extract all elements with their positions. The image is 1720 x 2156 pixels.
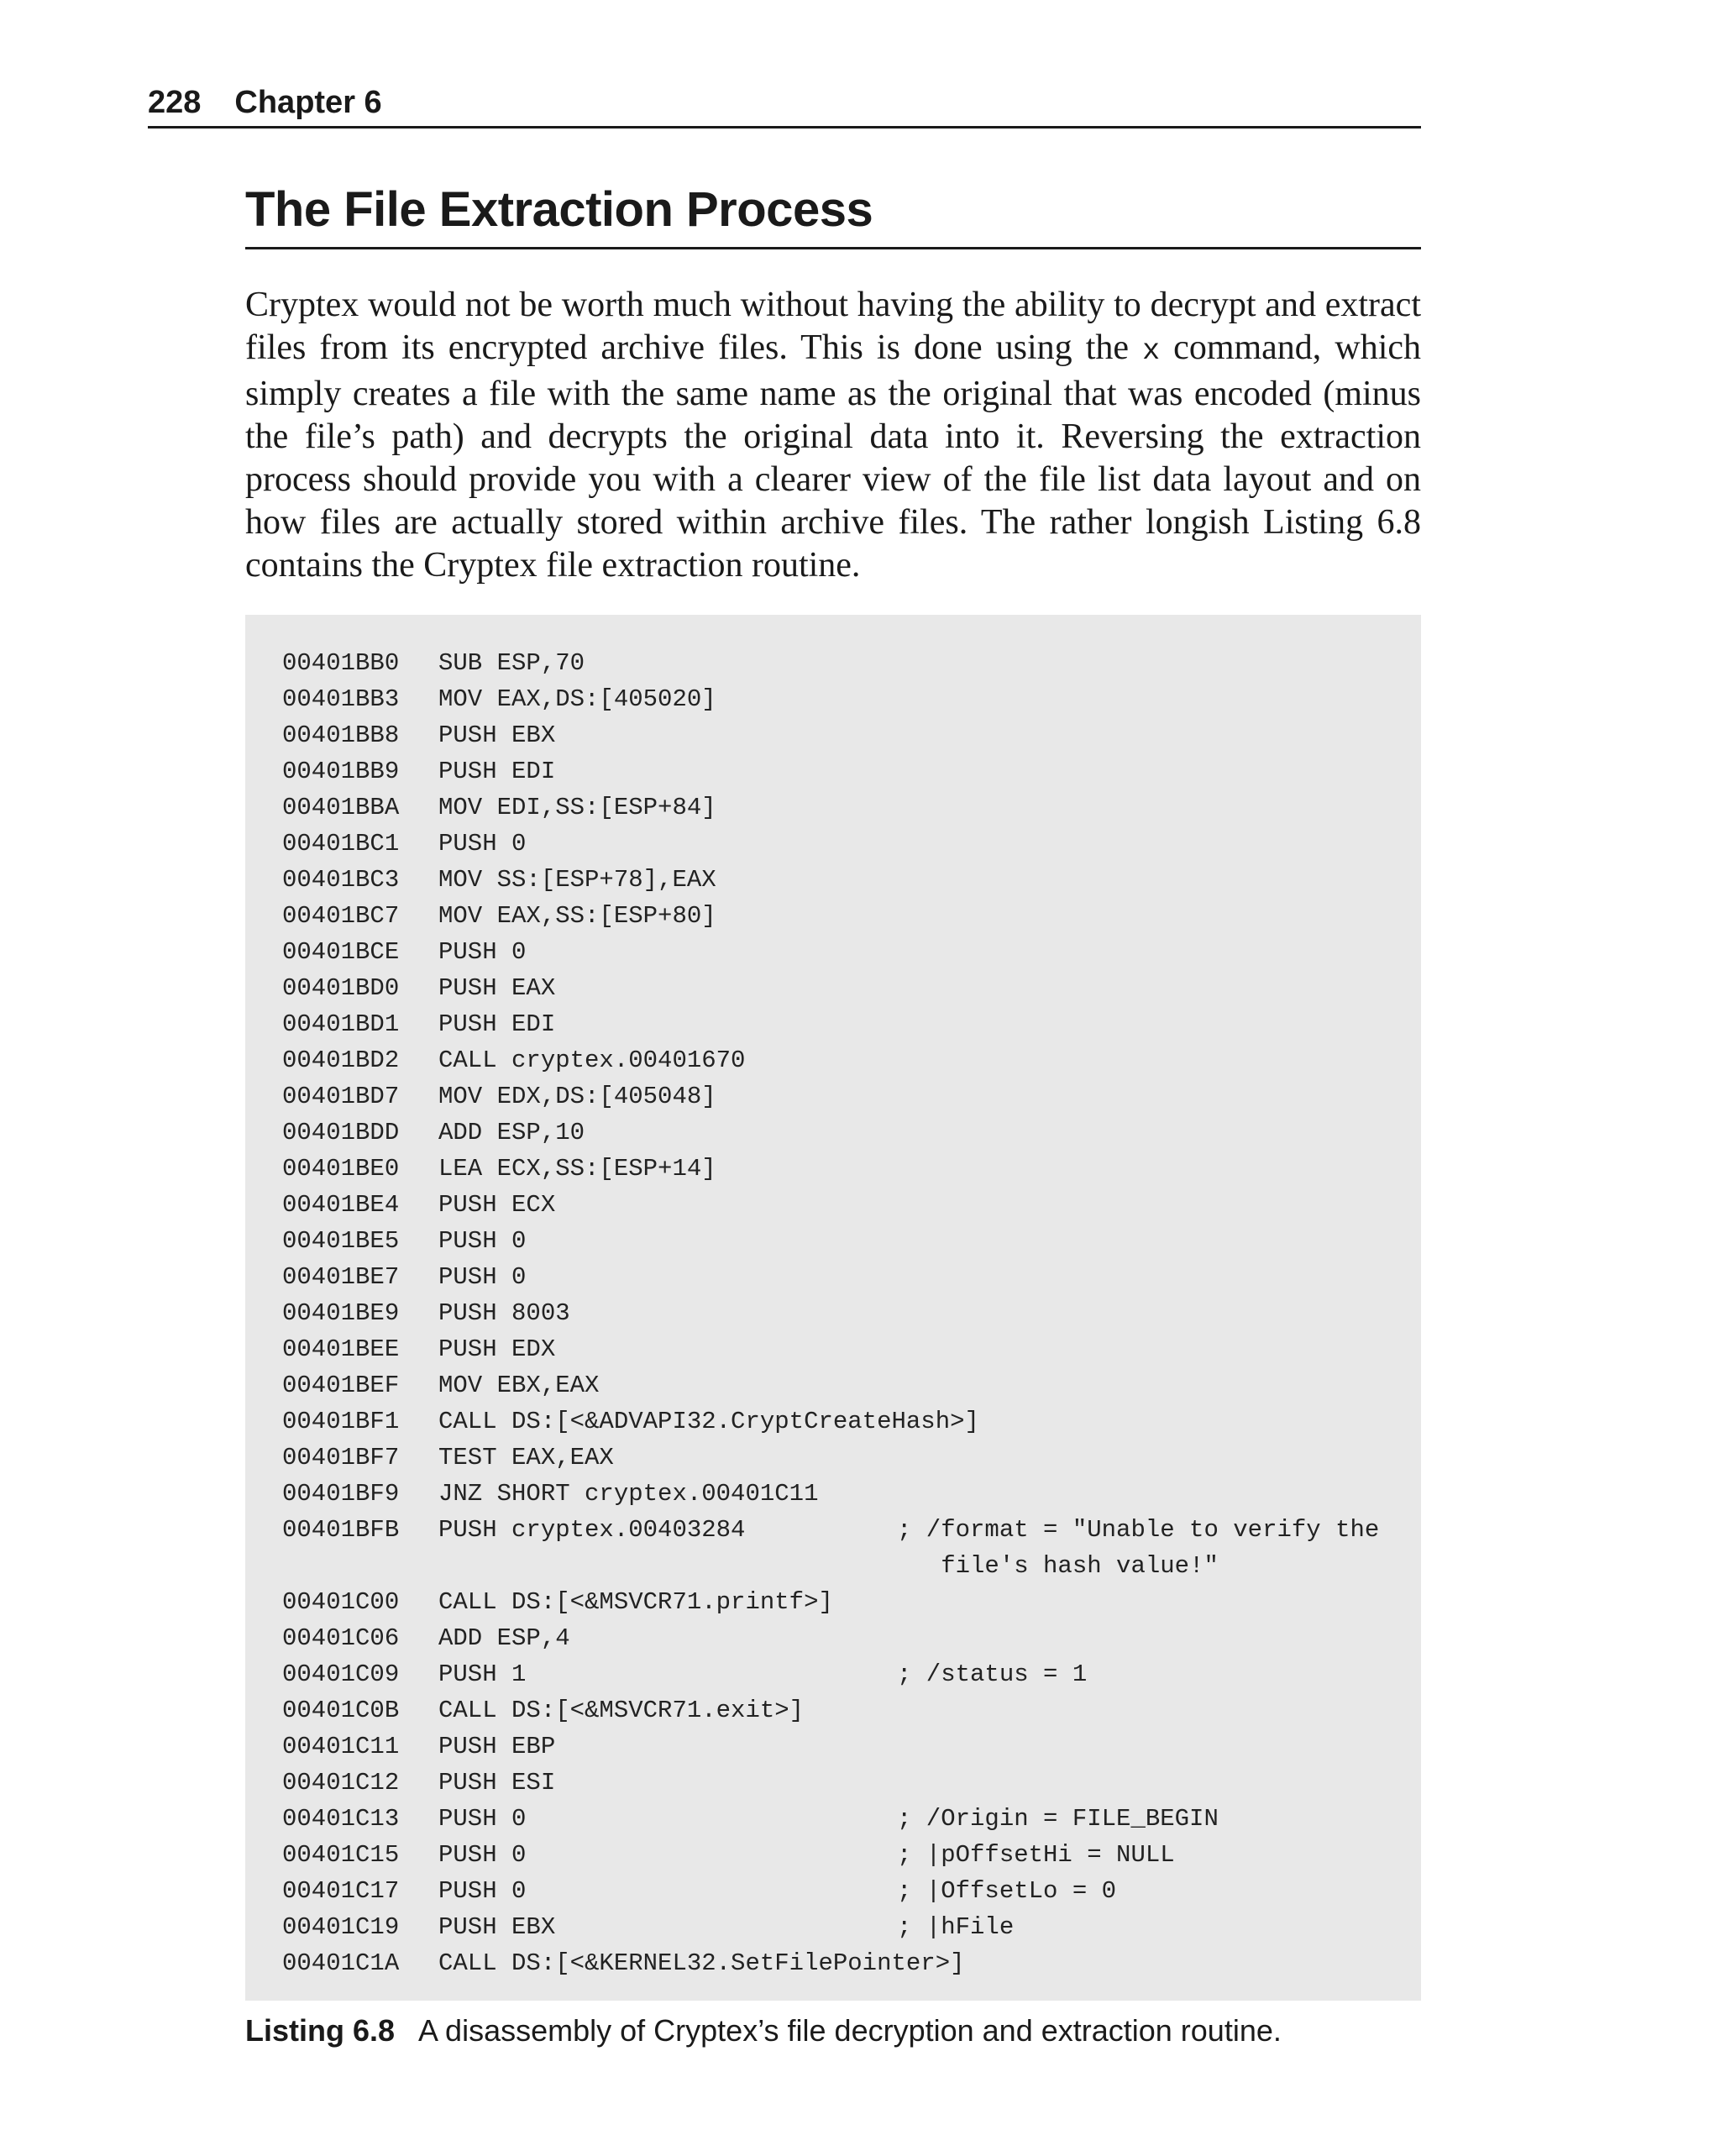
instruction-address: 00401BE9	[282, 1299, 400, 1327]
chapter-label: Chapter 6	[234, 85, 382, 120]
instruction-text: PUSH EDI	[438, 758, 556, 785]
listing-rows	[282, 645, 1379, 1981]
section-title: The File Extraction Process	[245, 176, 1421, 249]
instruction-text: CALL DS:[<&ADVAPI32.CryptCreateHash>]	[438, 1408, 979, 1435]
listing-row	[282, 1440, 1379, 1476]
instruction-text: PUSH EDX	[438, 1335, 556, 1363]
body-paragraph	[245, 284, 1421, 587]
instruction-address: 00401C06	[282, 1624, 400, 1652]
instruction-text: MOV EAX,DS:[405020]	[438, 685, 716, 713]
listing-row	[282, 1295, 1379, 1331]
listing-row	[282, 1187, 1379, 1223]
instruction-comment: ; |pOffsetHi = NULL	[897, 1841, 1175, 1869]
instruction-text: PUSH cryptex.00403284	[438, 1516, 746, 1544]
instruction-address: 00401BBA	[282, 794, 400, 821]
instruction-text: PUSH 0	[438, 938, 527, 966]
caption-text: A disassembly of Cryptex’s file decryption and extraction routine.	[418, 2013, 1282, 2048]
instruction-text: PUSH ECX	[438, 1191, 556, 1219]
listing-row	[282, 1367, 1379, 1403]
instruction-address: 00401BB3	[282, 685, 400, 713]
instruction-address: 00401C09	[282, 1660, 400, 1688]
instruction-text: LEA ECX,SS:[ESP+14]	[438, 1155, 716, 1183]
instruction-address: 00401BF7	[282, 1444, 400, 1471]
instruction-address: 00401BD1	[282, 1010, 400, 1038]
listing-row	[282, 1584, 1379, 1620]
listing-row	[282, 1006, 1379, 1042]
instruction-text: PUSH EBP	[438, 1733, 556, 1760]
listing-row	[282, 898, 1379, 934]
listing-row	[282, 1909, 1379, 1945]
listing-row	[282, 1476, 1379, 1512]
instruction-text: TEST EAX,EAX	[438, 1444, 614, 1471]
listing-row	[282, 789, 1379, 826]
listing-row	[282, 1115, 1379, 1151]
listing-row	[282, 1765, 1379, 1801]
instruction-address: 00401BCE	[282, 938, 400, 966]
instruction-text: PUSH ESI	[438, 1769, 556, 1797]
listing-row	[282, 1620, 1379, 1656]
listing-caption	[245, 2011, 1421, 2051]
instruction-address: 00401BD0	[282, 974, 400, 1002]
code-listing	[245, 615, 1421, 2001]
listing-continuation-row	[282, 1548, 1379, 1584]
instruction-address: 00401C15	[282, 1841, 400, 1869]
instruction-comment: ; |OffsetLo = 0	[897, 1877, 1117, 1905]
listing-row	[282, 1692, 1379, 1728]
instruction-text: CALL DS:[<&MSVCR71.exit>]	[438, 1697, 805, 1724]
listing-row	[282, 1151, 1379, 1187]
instruction-address: 00401C17	[282, 1877, 400, 1905]
listing-row	[282, 1873, 1379, 1909]
instruction-address: 00401C0B	[282, 1697, 400, 1724]
instruction-text: CALL DS:[<&MSVCR71.printf>]	[438, 1588, 833, 1616]
instruction-address: 00401BE7	[282, 1263, 400, 1291]
listing-row	[282, 681, 1379, 717]
instruction-comment: ; |hFile	[897, 1913, 1015, 1941]
running-head	[148, 81, 1421, 129]
listing-row	[282, 826, 1379, 862]
instruction-address: 00401BEE	[282, 1335, 400, 1363]
instruction-address: 00401C19	[282, 1913, 400, 1941]
instruction-text: ADD ESP,10	[438, 1119, 585, 1146]
paragraph-text-1: Cryptex would not be worth much without having the ability to decrypt and extract files from its encrypted archive files. This is done using the	[245, 286, 1421, 367]
listing-row	[282, 934, 1379, 970]
listing-row	[282, 645, 1379, 681]
instruction-address: 00401C00	[282, 1588, 400, 1616]
instruction-text: PUSH 8003	[438, 1299, 570, 1327]
instruction-address: 00401C13	[282, 1805, 400, 1833]
instruction-address: 00401BF9	[282, 1480, 400, 1508]
instruction-address: 00401C1A	[282, 1949, 400, 1977]
listing-row	[282, 1331, 1379, 1367]
listing-row	[282, 1042, 1379, 1078]
instruction-text: ADD ESP,4	[438, 1624, 570, 1652]
listing-row	[282, 1259, 1379, 1295]
instruction-address: 00401BE0	[282, 1155, 400, 1183]
instruction-text: PUSH 0	[438, 1841, 527, 1869]
instruction-address: 00401BE4	[282, 1191, 400, 1219]
listing-row	[282, 1078, 1379, 1115]
instruction-text: PUSH 1	[438, 1660, 527, 1688]
instruction-text: PUSH 0	[438, 1877, 527, 1905]
instruction-text: PUSH 0	[438, 1263, 527, 1291]
instruction-address: 00401BB0	[282, 649, 400, 677]
listing-row	[282, 753, 1379, 789]
listing-row	[282, 1801, 1379, 1837]
paragraph-text-2: command, which simply creates a file with the same name as the original that was encoded (minus the file’s path) and decrypts the original data into it. Reversing the extraction process should provide you with a clearer view of the file list data layout and on how files are actually stored within archive files. The rather longish Listing 6.8 contains the Cryptex file extraction routine.	[245, 328, 1421, 585]
instruction-text: MOV EAX,SS:[ESP+80]	[438, 902, 716, 930]
instruction-text	[438, 1548, 897, 1584]
instruction-address: 00401BC3	[282, 866, 400, 894]
instruction-text: PUSH 0	[438, 830, 527, 858]
listing-row	[282, 717, 1379, 753]
instruction-address: 00401BB9	[282, 758, 400, 785]
listing-row	[282, 1512, 1379, 1548]
page-number: 228	[148, 85, 202, 120]
instruction-text: SUB ESP,70	[438, 649, 585, 677]
caption-label: Listing 6.8	[245, 2013, 396, 2048]
listing-row	[282, 862, 1379, 898]
instruction-address: 00401BE5	[282, 1227, 400, 1255]
listing-row	[282, 1403, 1379, 1440]
instruction-address: 00401BB8	[282, 721, 400, 749]
instruction-text: PUSH EBX	[438, 1913, 556, 1941]
instruction-address: 00401BDD	[282, 1119, 400, 1146]
inline-code: x	[1142, 334, 1161, 368]
instruction-text: CALL DS:[<&KERNEL32.SetFilePointer>]	[438, 1949, 965, 1977]
instruction-comment: ; /Origin = FILE_BEGIN	[897, 1805, 1219, 1833]
instruction-comment: ; /format = "Unable to verify the	[897, 1516, 1380, 1544]
instruction-text: MOV EDX,DS:[405048]	[438, 1083, 716, 1110]
instruction-address: 00401BC7	[282, 902, 400, 930]
instruction-comment: file's hash value!"	[897, 1552, 1219, 1580]
instruction-address: 00401BD2	[282, 1047, 400, 1074]
instruction-text: CALL cryptex.00401670	[438, 1047, 746, 1074]
instruction-comment: ; /status = 1	[897, 1660, 1088, 1688]
listing-row	[282, 1837, 1379, 1873]
listing-row	[282, 1223, 1379, 1259]
instruction-text: PUSH 0	[438, 1227, 527, 1255]
listing-row	[282, 1945, 1379, 1981]
listing-row	[282, 970, 1379, 1006]
instruction-text: PUSH EDI	[438, 1010, 556, 1038]
instruction-text: PUSH 0	[438, 1805, 527, 1833]
instruction-address: 00401BF1	[282, 1408, 400, 1435]
instruction-address: 00401BD7	[282, 1083, 400, 1110]
instruction-text: MOV EBX,EAX	[438, 1372, 600, 1399]
instruction-text: MOV EDI,SS:[ESP+84]	[438, 794, 716, 821]
instruction-text: PUSH EBX	[438, 721, 556, 749]
instruction-address: 00401BFB	[282, 1516, 400, 1544]
instruction-address	[282, 1548, 438, 1584]
instruction-text: PUSH EAX	[438, 974, 556, 1002]
instruction-address: 00401C12	[282, 1769, 400, 1797]
instruction-address: 00401BEF	[282, 1372, 400, 1399]
instruction-text: JNZ SHORT cryptex.00401C11	[438, 1480, 819, 1508]
listing-row	[282, 1656, 1379, 1692]
listing-row	[282, 1728, 1379, 1765]
instruction-address: 00401C11	[282, 1733, 400, 1760]
instruction-address: 00401BC1	[282, 830, 400, 858]
instruction-text: MOV SS:[ESP+78],EAX	[438, 866, 716, 894]
